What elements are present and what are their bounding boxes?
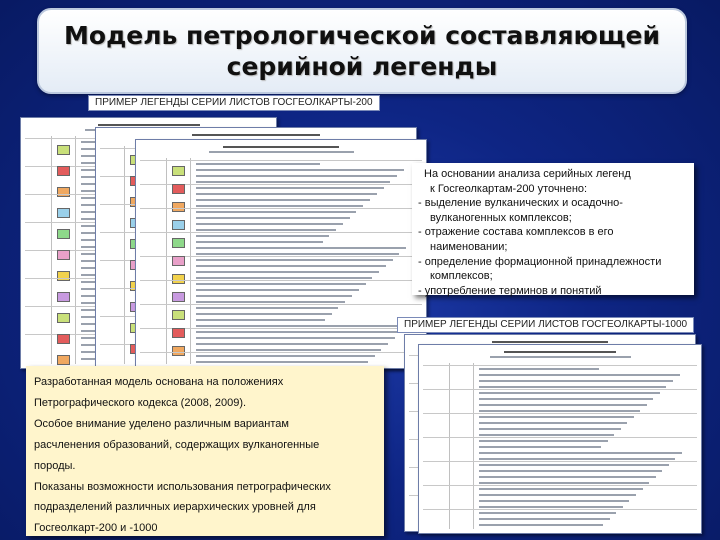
legend-swatch xyxy=(172,274,185,284)
sheet-text-line xyxy=(196,235,329,237)
right-note-item: - выделение вулканических и осадочно- xyxy=(418,197,623,210)
sheet-text-line xyxy=(196,169,404,171)
right-note-item: - определение формационной принадлежности xyxy=(418,255,662,268)
title-banner xyxy=(37,8,687,94)
sheet-text-line xyxy=(479,452,682,454)
sheet-text-line xyxy=(196,229,336,231)
sheet-text-line xyxy=(196,259,393,261)
sheet-row-rule xyxy=(140,160,422,161)
sheet-text-line xyxy=(479,374,680,376)
slide-title-line-2: серийной легенды xyxy=(226,52,498,81)
legend-swatch xyxy=(57,145,70,155)
sheet-text-line xyxy=(479,398,653,400)
sheet-text-line xyxy=(479,506,623,508)
sheet-text-line xyxy=(196,241,323,243)
left-note-line: Петрографического кодекса (2008, 2009). xyxy=(34,396,247,409)
sheet-text-line xyxy=(196,163,320,165)
legend-swatch xyxy=(172,346,185,356)
sheet-text-line xyxy=(196,325,408,327)
sheet-text-line xyxy=(196,277,372,279)
right-note-item: - употребление терминов и понятий xyxy=(418,284,602,297)
legend-swatch xyxy=(57,250,70,260)
sheet-row-rule xyxy=(423,413,697,414)
sheet-text-line xyxy=(196,199,370,201)
sheet-text-line xyxy=(479,404,647,406)
sheet-text-line xyxy=(196,223,343,225)
sheet-text-line xyxy=(196,253,399,255)
legend-swatch xyxy=(172,202,185,212)
sheet-header-subline xyxy=(490,356,631,358)
sheet-text-line xyxy=(479,434,614,436)
sheet-text-line xyxy=(196,343,388,345)
sheet-text-line xyxy=(196,271,379,273)
sheet-text-line xyxy=(196,247,406,249)
sheet-row-rule xyxy=(423,485,697,486)
legend-swatch xyxy=(57,271,70,281)
sheet-text-line xyxy=(479,368,599,370)
legend-swatch xyxy=(172,292,185,302)
right-note-intro-2: к Госгеолкартам-200 уточнено: xyxy=(430,182,588,195)
sheet-text-line xyxy=(479,422,627,424)
sheet-column-rule xyxy=(124,146,125,364)
sheet-row-rule xyxy=(423,509,697,510)
right-note-intro-1: На основании анализа серийных легенд xyxy=(424,168,631,180)
legend-swatch xyxy=(172,238,185,248)
sheet-header-line xyxy=(223,146,339,148)
sheet-column-rule xyxy=(166,158,167,364)
legend-swatch xyxy=(57,355,70,365)
sheet-text-line xyxy=(479,500,629,502)
sheet-row-rule xyxy=(423,461,697,462)
sheet-row-rule xyxy=(140,352,422,353)
legend-sheet-thumbnail-5 xyxy=(418,344,702,534)
sheet-text-line xyxy=(479,446,601,448)
left-note-line: расчленения образований, содержащих вулканогенные xyxy=(34,438,320,451)
sheet-text-line xyxy=(479,386,666,388)
sheet-text-line xyxy=(196,283,366,285)
left-note-line: подразделений различных иерархических уровней для xyxy=(34,501,316,514)
legend-swatch xyxy=(57,292,70,302)
sheet-text-line xyxy=(479,458,675,460)
left-note-line: породы. xyxy=(34,459,76,472)
sheet-header-line xyxy=(504,351,617,353)
right-note-item: наименовании; xyxy=(430,240,508,253)
sheet-text-line xyxy=(196,193,377,195)
sheet-header-line xyxy=(192,134,320,136)
caption-series-200: ПРИМЕР ЛЕГЕНДЫ СЕРИИ ЛИСТОВ ГОСГЕОЛКАРТЫ-200 xyxy=(88,95,380,111)
sheet-text-line xyxy=(196,307,338,309)
sheet-column-rule xyxy=(473,363,474,529)
sheet-text-line xyxy=(196,349,381,351)
legend-swatch xyxy=(172,166,185,176)
sheet-text-line xyxy=(479,428,621,430)
sheet-text-line xyxy=(479,494,636,496)
sheet-text-line xyxy=(479,410,640,412)
legend-swatch xyxy=(57,208,70,218)
left-note-line: Госгеолкарт-200 и -1000 xyxy=(34,522,158,535)
legend-swatch xyxy=(172,184,185,194)
sheet-text-line xyxy=(479,518,610,520)
legend-swatch xyxy=(57,166,70,176)
legend-swatch xyxy=(57,313,70,323)
sheet-text-line xyxy=(196,289,359,291)
sheet-text-line xyxy=(196,205,363,207)
caption-series-1000: ПРИМЕР ЛЕГЕНДЫ СЕРИИ ЛИСТОВ ГОСГЕОЛКАРТЫ-1000 xyxy=(397,317,694,333)
right-note-item: вулканогенных комплексов; xyxy=(430,211,572,224)
sheet-header-subline xyxy=(209,151,354,153)
legend-swatch xyxy=(57,229,70,239)
legend-sheet-thumbnail-3 xyxy=(135,139,427,369)
right-note-item: комплексов; xyxy=(430,270,493,283)
sheet-text-line xyxy=(196,319,325,321)
sheet-text-line xyxy=(196,337,395,339)
sheet-text-line xyxy=(479,488,643,490)
sheet-text-line xyxy=(196,301,345,303)
sheet-text-line xyxy=(196,175,397,177)
sheet-row-rule xyxy=(140,232,422,233)
left-note-line: Особое внимание уделено различным вариантам xyxy=(34,417,289,430)
sheet-header-line xyxy=(492,341,608,343)
left-note-line: Показаны возможности использования петрографических xyxy=(34,480,331,493)
sheet-text-line xyxy=(479,440,608,442)
sheet-text-line xyxy=(196,187,384,189)
sheet-text-line xyxy=(196,361,368,363)
sheet-text-line xyxy=(196,295,352,297)
sheet-row-rule xyxy=(140,280,422,281)
sheet-row-rule xyxy=(423,437,697,438)
sheet-text-line xyxy=(479,380,673,382)
sheet-text-line xyxy=(479,392,660,394)
left-note-line: Разработанная модель основана на положениях xyxy=(34,376,284,388)
sheet-header-line xyxy=(98,124,200,126)
slide-title-line-1: Модель петрологической составляющей xyxy=(64,21,660,50)
sheet-text-line xyxy=(196,265,386,267)
legend-swatch xyxy=(57,334,70,344)
legend-swatch xyxy=(57,187,70,197)
right-note-item: - отражение состава комплексов в его xyxy=(418,226,614,239)
sheet-text-line xyxy=(196,211,356,213)
sheet-text-line xyxy=(479,464,669,466)
sheet-text-line xyxy=(196,355,375,357)
sheet-row-rule xyxy=(140,208,422,209)
right-note-box xyxy=(412,163,694,295)
sheet-column-rule xyxy=(449,363,450,529)
sheet-text-line xyxy=(479,470,662,472)
legend-swatch xyxy=(172,310,185,320)
sheet-row-rule xyxy=(423,389,697,390)
sheet-text-line xyxy=(479,482,649,484)
sheet-text-line xyxy=(479,476,656,478)
left-note-box xyxy=(26,366,384,536)
legend-swatch xyxy=(172,220,185,230)
legend-swatch xyxy=(172,256,185,266)
sheet-row-rule xyxy=(140,304,422,305)
sheet-row-rule xyxy=(423,365,697,366)
sheet-text-line xyxy=(479,416,634,418)
legend-swatch xyxy=(172,328,185,338)
sheet-text-line xyxy=(479,524,603,526)
sheet-column-rule xyxy=(190,158,191,364)
sheet-text-line xyxy=(196,313,332,315)
sheet-text-line xyxy=(196,181,390,183)
sheet-text-line xyxy=(196,217,350,219)
sheet-text-line xyxy=(196,331,402,333)
sheet-text-line xyxy=(479,512,616,514)
